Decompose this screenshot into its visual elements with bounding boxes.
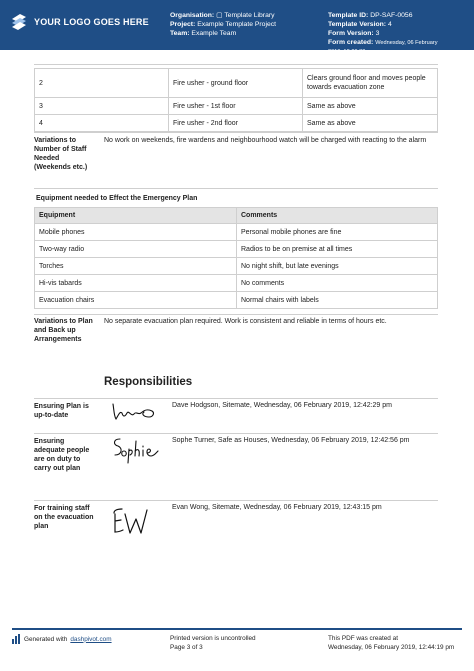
- section-divider: [34, 398, 438, 399]
- variations-staff-label: Variations to Number of Staff Needed (Weekends etc.): [34, 137, 88, 171]
- signer-info: Dave Hodgson, Sitemate, Wednesday, 06 February 2019, 12:42:29 pm: [172, 402, 392, 409]
- table-row: Torches No night shift, but late evenings: [35, 258, 438, 275]
- section-divider: [34, 433, 438, 434]
- variations-plan-value: No separate evacuation plan required. Work is consistent and reliable in terms of hours etc.: [104, 318, 387, 325]
- responsibilities-title: Responsibilities: [104, 376, 193, 388]
- footer-print-info: Printed version is uncontrolled Page 3 of 3: [170, 635, 256, 651]
- responsibility-label: Ensuring Plan is up-to-date: [34, 403, 89, 419]
- table-row: Evacuation chairs Normal chairs with labels: [35, 292, 438, 309]
- section-divider: [34, 500, 438, 501]
- table-row: 3 Fire usher - 1st floor Same as above: [35, 98, 438, 115]
- variations-staff-value: No work on weekends, fire wardens and neighbourhood watch will be charged with reacting to the alarm: [104, 137, 427, 144]
- section-divider: [34, 314, 438, 315]
- footer-generated: Generated with dashpivot.com: [12, 634, 112, 644]
- header-info-right: Template ID: DP-SAF-0056 Template Version: 4 Form Version: 3 Form created: Wednesday, 06 February 2019, 12:09:30 pm: [328, 12, 438, 55]
- table-row: 4 Fire usher - 2nd floor Same as above: [35, 115, 438, 132]
- footer-created-info: This PDF was created at Wednesday, 06 February 2019, 12:44:19 pm: [328, 635, 455, 651]
- table-row: Hi-vis tabards No comments: [35, 275, 438, 292]
- responsibility-label: Ensuring adequate people are on duty to carry out plan: [34, 438, 90, 472]
- equipment-table: [34, 207, 438, 309]
- page-header: [0, 0, 474, 55]
- table-row: Mobile phones Personal mobile phones are fine: [35, 224, 438, 241]
- dashpivot-icon: [12, 634, 20, 644]
- logo-text: YOUR LOGO GOES HERE: [34, 17, 149, 27]
- equipment-title: Equipment needed to Effect the Emergency Plan: [36, 195, 198, 202]
- table-row: Two-way radio Radios to be on premise at all times: [35, 241, 438, 258]
- signer-info: Sophe Turner, Safe as Houses, Wednesday, 06 February 2019, 12:42:56 pm: [172, 437, 410, 444]
- variations-plan-label: Variations to Plan and Back up Arrangements: [34, 318, 93, 343]
- table-row: 2 Fire usher - ground floor Clears ground floor and moves people towards evacuation zone: [35, 69, 438, 98]
- dashpivot-link[interactable]: dashpivot.com: [70, 635, 112, 643]
- logo: [10, 11, 149, 33]
- top-divider: [34, 64, 438, 65]
- logo-icon: [10, 11, 28, 33]
- table-header-row: Equipment Comments: [35, 208, 438, 224]
- page-number: Page 3 of 3: [170, 644, 203, 651]
- signer-info: Evan Wong, Sitemate, Wednesday, 06 February 2019, 12:43:15 pm: [172, 504, 382, 511]
- footer-divider: [12, 628, 462, 630]
- section-divider: [34, 132, 438, 133]
- staff-table: [34, 68, 438, 132]
- organisation-icon: ▢: [216, 12, 223, 19]
- section-divider: [34, 188, 438, 189]
- signature-dave-hodgson: [110, 400, 160, 424]
- header-info-left: Organisation: ▢ Template Library Project: Example Template Project Team: Example Team: [170, 12, 277, 37]
- responsibility-label: For training staff on the evacuation plan: [34, 505, 94, 530]
- signature-evan-wong: [110, 504, 154, 538]
- signature-sophe-turner: [110, 434, 162, 464]
